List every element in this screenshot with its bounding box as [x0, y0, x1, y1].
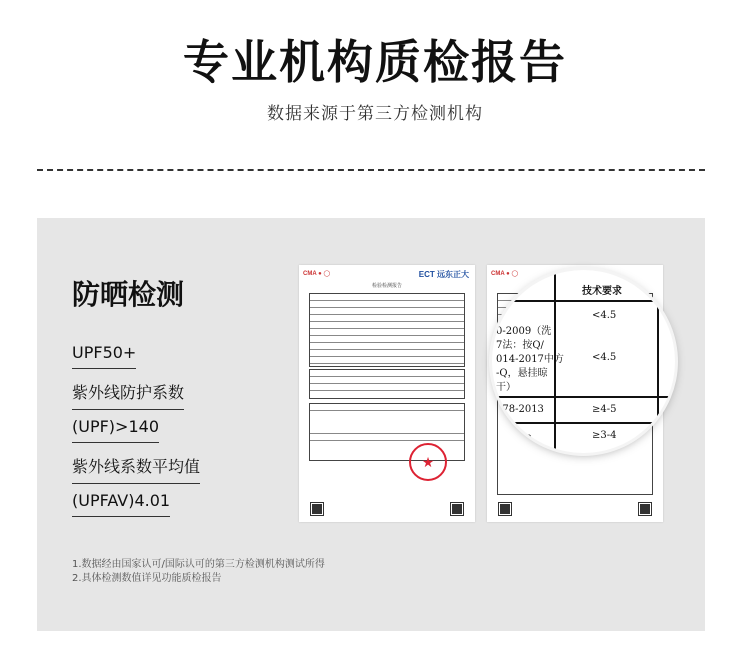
qr-code-icon [639, 503, 651, 515]
feature-upf: UPF50+ [72, 343, 136, 369]
qr-code-icon [499, 503, 511, 515]
mag-left-line: 778-2013 [496, 404, 544, 415]
report-info-table [309, 293, 465, 367]
official-stamp: ★ [409, 443, 447, 481]
footnote-2: 2.具体检测数值详见功能质检报告 [72, 573, 222, 584]
footnote-1: 1.数据经由国家认可/国际认可的第三方检测机构测试所得 [72, 559, 325, 570]
report-title: 检验检测报告 [371, 283, 402, 289]
cma-logo: CMA ● ◯ [491, 271, 519, 277]
ect-logo: ECT 远东正大 [418, 270, 469, 279]
qr-code-icon [311, 503, 323, 515]
feature-upfav-value: (UPFAV)4.01 [72, 491, 170, 517]
mag-left-line: 7法：按Q/ [496, 340, 544, 351]
page-title: 专业机构质检报告 [183, 35, 567, 89]
qr-code-icon [451, 503, 463, 515]
cma-logo: CMA ● ◯ [303, 271, 331, 277]
mag-left-line: 0 方法3 [496, 434, 532, 445]
report-page-1 [299, 265, 475, 522]
mag-value: <4.5 [592, 310, 617, 321]
page-subtitle: 数据来源于第三方检测机构 [267, 104, 483, 124]
mag-left-line: 干） [496, 382, 516, 393]
mag-value: ≥3-4 [592, 430, 617, 441]
footnotes [72, 558, 325, 586]
mag-left-line: 014-2017中方 [496, 354, 564, 365]
feature-upf-value: (UPF)>140 [72, 417, 159, 443]
mag-left-line: 0-2009（洗 [496, 326, 552, 337]
feature-uv-protection: 紫外线防护系数 [72, 380, 184, 410]
mag-value: ≥4-5 [592, 404, 617, 415]
section-title: 防晒检测 [72, 278, 185, 311]
magnifier-zoom [492, 270, 675, 453]
mag-header: 技术要求 [582, 286, 622, 297]
report-summary-table [309, 369, 465, 399]
dashed-divider [37, 169, 705, 171]
feature-uv-average: 紫外线系数平均值 [72, 454, 200, 484]
content-panel [37, 218, 705, 631]
mag-value: <4.5 [592, 352, 617, 363]
mag-left-line: -Q，悬挂晾 [496, 368, 548, 379]
